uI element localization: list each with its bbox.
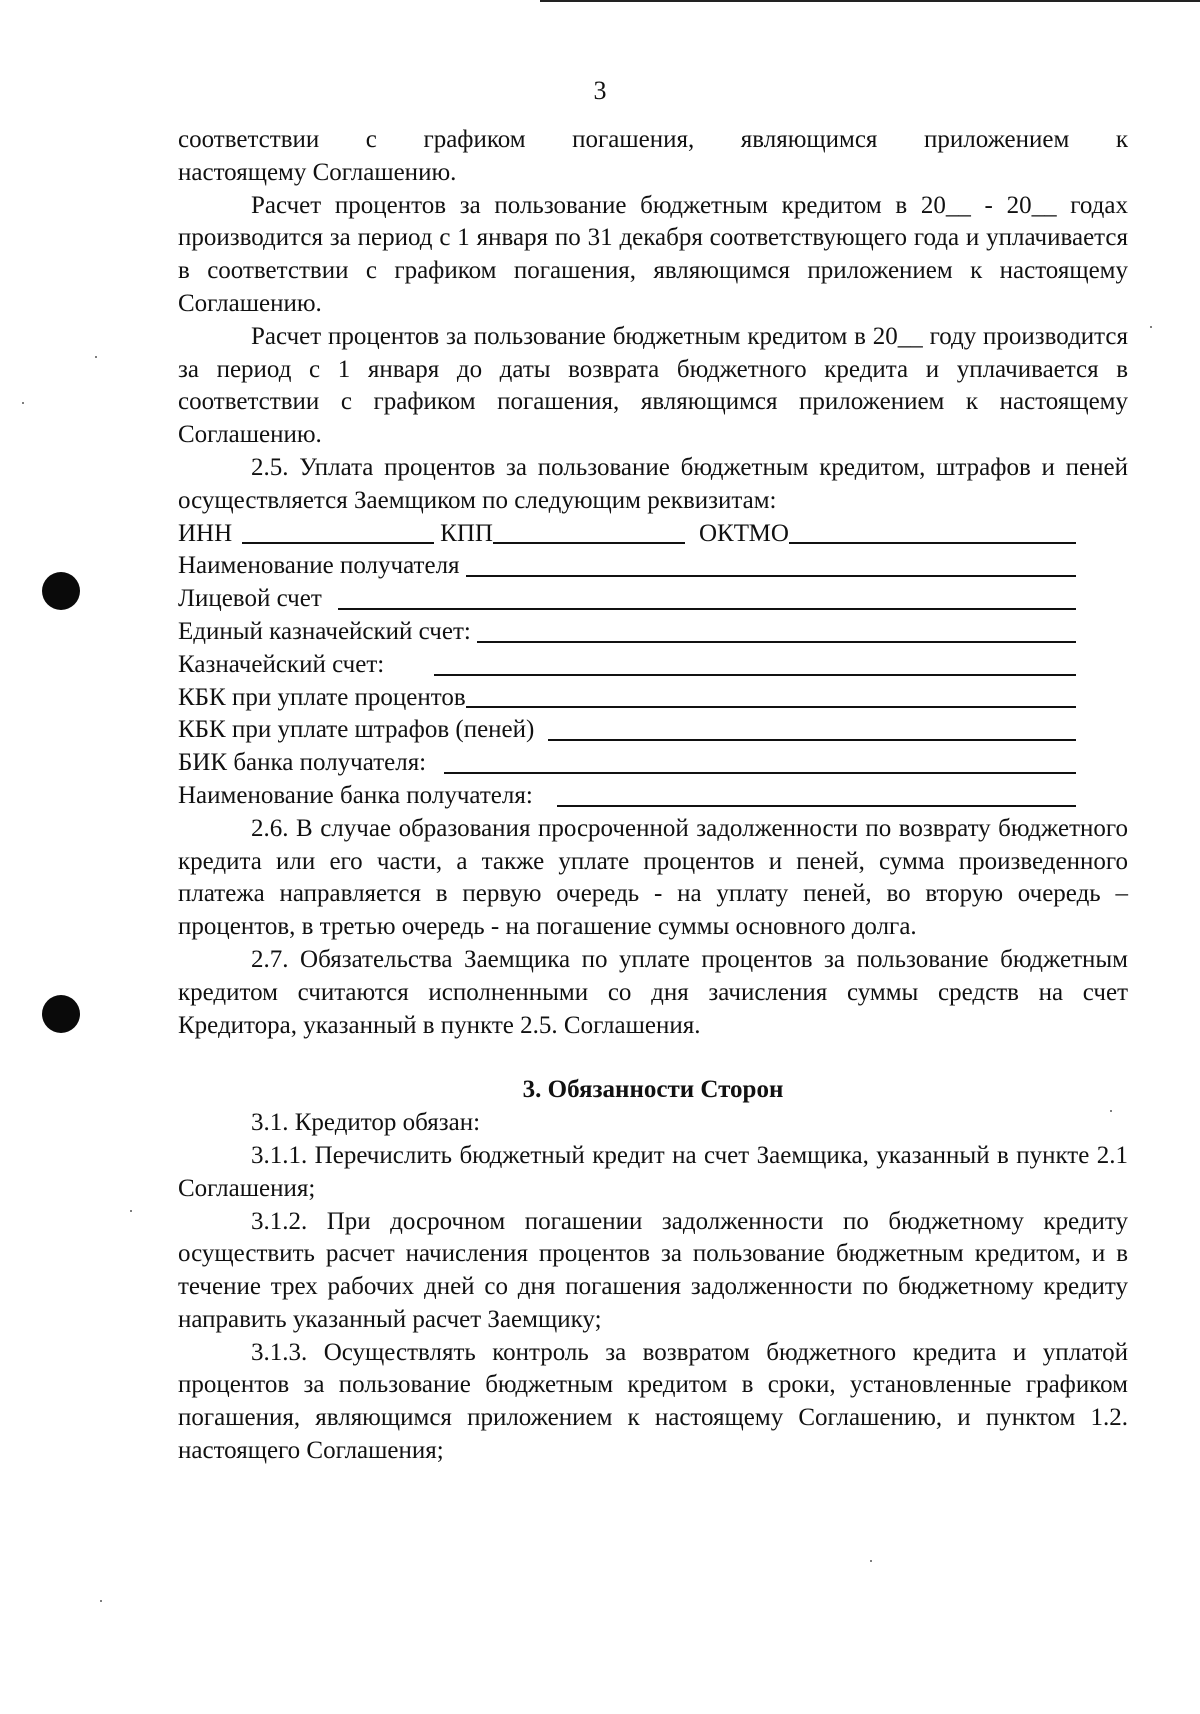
kbk-interest-label: КБК при уплате процентов	[178, 683, 466, 711]
requisites-treasury-account	[178, 649, 1076, 682]
bank-name-blank	[557, 781, 1076, 807]
kbk-fines-label: КБК при уплате штрафов (пеней)	[178, 716, 535, 744]
requisites-kbk-interest	[178, 682, 1076, 715]
requisites-kbk-fines	[178, 714, 1076, 747]
kbk-fines-blank	[548, 715, 1076, 741]
punch-hole-bottom	[42, 995, 80, 1033]
bik-label: БИК банка получателя:	[178, 749, 427, 777]
clause-3-1-2: 3.1.2. При досрочном погашении задолженности по бюджетному кредиту осуществить расчет начисления процентов за пользование бюджетным кредитом, и в течение трех рабочих дней со дня погашения задолженности по бюджетному кредиту направить указанный расчет Заемщику;	[178, 1207, 1128, 1333]
treasury-account-label: Казначейский счет:	[178, 650, 385, 678]
punch-hole-top	[42, 572, 80, 610]
section-3-heading: 3. Обязанности Сторон	[522, 1076, 784, 1104]
bik-blank	[444, 748, 1076, 774]
clause-2-6: 2.6. В случае образования просроченной задолженности по возврату бюджетного кредита или его части, а также уплате процентов и пеней, сумма произведенного платежа направляется в первую очередь - на уплату пеней, во вторую очередь – процентов, в третью очередь - на погашение суммы основного долга.	[178, 814, 1128, 941]
single-treasury-account-blank	[477, 617, 1076, 643]
personal-account-label: Лицевой счет	[178, 585, 322, 613]
scan-speck	[100, 1600, 102, 1602]
oktmo-blank	[789, 518, 1076, 544]
clause-2-7: 2.7. Обязательства Заемщика по уплате процентов за пользование бюджетным кредитом считаются исполненными со дня зачисления суммы средств на счет Кредитора, указанный в пункте 2.5. Соглашения.	[178, 945, 1128, 1039]
kpp-blank	[493, 518, 685, 544]
treasury-account-blank	[434, 650, 1076, 676]
document-body	[178, 124, 1128, 1468]
clause-2-5: 2.5. Уплата процентов за пользование бюджетным кредитом, штрафов и пеней осуществляется Заемщиком по следующим реквизитам:	[178, 453, 1128, 514]
requisites-recipient-name	[178, 550, 1076, 583]
kbk-interest-blank	[466, 682, 1076, 708]
paragraph-interest-calculation-final-year: Расчет процентов за пользование бюджетным кредитом в 20__ году производится за период с 1 января до даты возврата бюджетного кредита и уплачивается в соответствии с графиком погашения, являющимся приложением к настоящему Соглашению.	[178, 322, 1128, 449]
recipient-name-label: Наименование получателя	[178, 552, 460, 580]
clause-3-1-1: 3.1.1. Перечислить бюджетный кредит на счет Заемщика, указанный в пункте 2.1 Соглашения;	[178, 1141, 1128, 1202]
paragraph-interest-calculation-years: Расчет процентов за пользование бюджетным кредитом в 20__ - 20__ годах производится за период с 1 января по 31 декабря соответствующего года и уплачивается в соответствии с графиком погашения, являющимся приложением к настоящему Соглашению.	[178, 191, 1128, 317]
clause-3-1: 3.1. Кредитор обязан:	[251, 1109, 481, 1137]
personal-account-blank	[338, 584, 1076, 610]
scan-speck	[1150, 326, 1152, 328]
clause-3-1-3: 3.1.3. Осуществлять контроль за возвратом бюджетного кредита и уплатой процентов за пользование бюджетным кредитом в сроки, установленные графиком погашения, являющимся приложением к настоящему Соглашению, и пунктом 1.2. настоящего Соглашения;	[178, 1338, 1128, 1465]
requisites-inn-kpp-oktmo	[178, 518, 1076, 551]
scan-speck	[22, 402, 24, 404]
scan-speck	[870, 1560, 872, 1562]
bank-name-label: Наименование банка получателя:	[178, 781, 533, 809]
kpp-label: КПП	[440, 519, 493, 547]
single-treasury-account-label: Единый казначейский счет:	[178, 617, 471, 645]
scan-speck	[95, 356, 97, 358]
paragraph-continuation: соответствии с графиком погашения, являющимся приложением к	[178, 126, 1128, 153]
requisites-personal-account	[178, 583, 1076, 616]
requisites-single-treasury-account	[178, 616, 1076, 649]
paragraph-continuation-end: настоящему Соглашению.	[178, 158, 457, 186]
requisites-bik	[178, 747, 1076, 780]
inn-label: ИНН	[178, 519, 233, 547]
inn-blank	[242, 518, 434, 544]
page-number: 3	[593, 76, 607, 105]
recipient-name-blank	[466, 551, 1076, 577]
requisites-bank-name	[178, 780, 1076, 813]
scan-top-edge-line	[540, 0, 1200, 2]
oktmo-label: ОКТМО	[698, 519, 789, 547]
scan-speck	[130, 1210, 132, 1212]
